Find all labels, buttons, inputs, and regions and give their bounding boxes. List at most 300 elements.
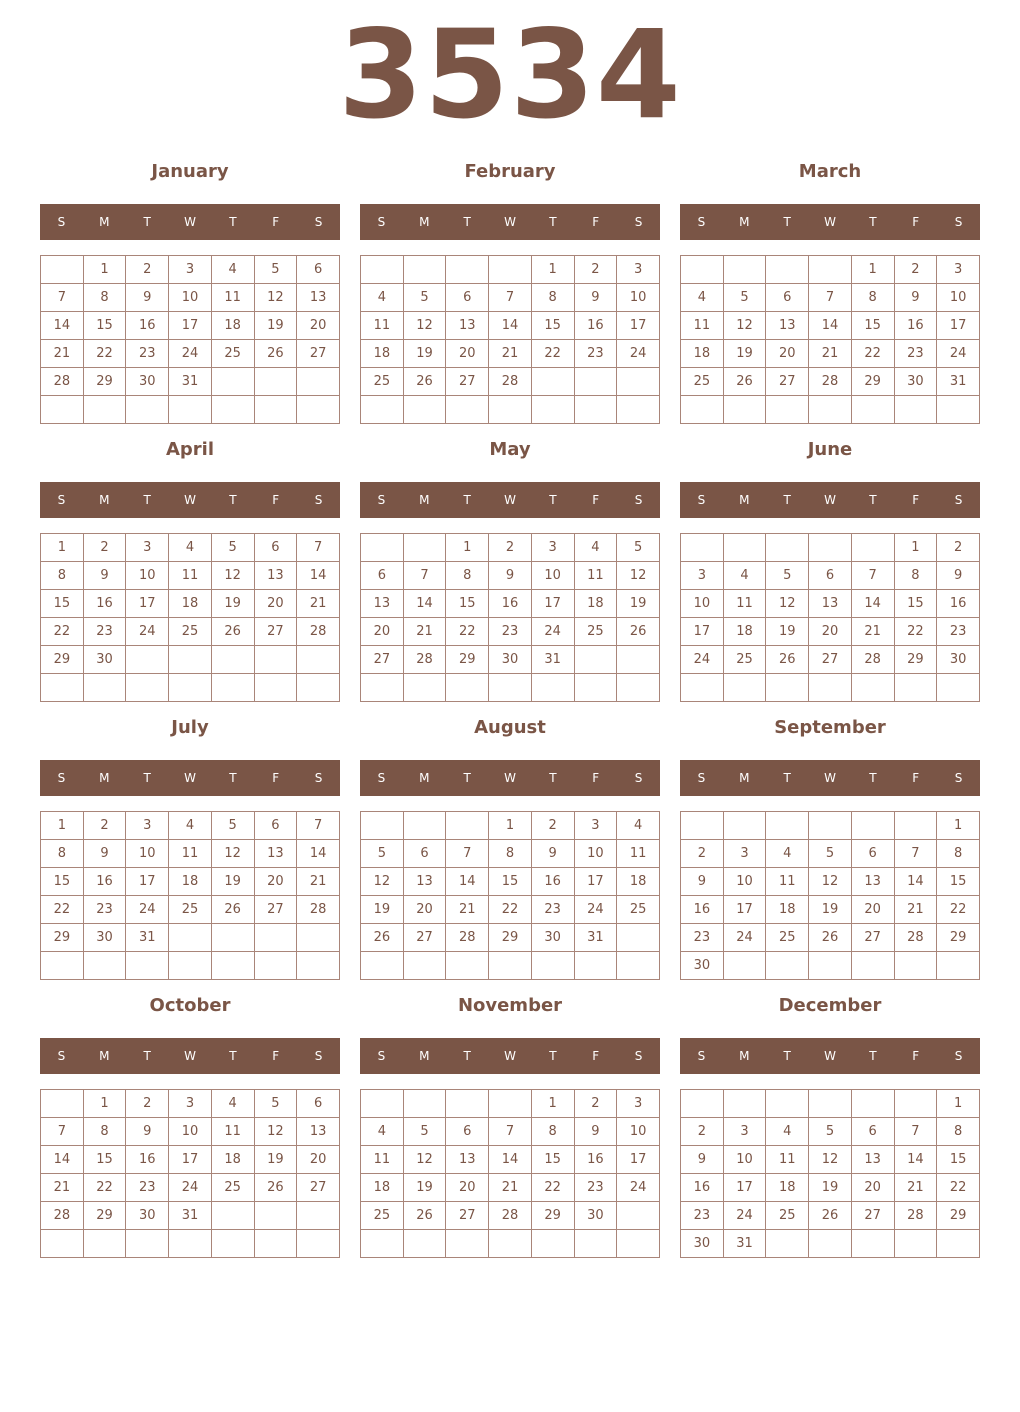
- day-cell: 11: [361, 312, 404, 340]
- day-cell: [361, 396, 404, 424]
- day-cell: [937, 952, 980, 980]
- day-cell: [446, 256, 489, 284]
- weekday-label: M: [99, 493, 110, 507]
- day-cell: 30: [83, 646, 126, 674]
- day-cell: 12: [403, 1146, 446, 1174]
- weekday-label: M: [419, 771, 430, 785]
- day-cell: 3: [574, 812, 617, 840]
- day-grid: [360, 255, 660, 424]
- day-cell: 22: [489, 896, 532, 924]
- day-cell: 7: [489, 284, 532, 312]
- day-cell: 2: [126, 1090, 169, 1118]
- day-cell: 5: [361, 840, 404, 868]
- week-row: [361, 1230, 660, 1258]
- day-cell: 2: [574, 1090, 617, 1118]
- day-cell: 18: [617, 868, 660, 896]
- day-cell: 11: [617, 840, 660, 868]
- day-cell: [723, 674, 766, 702]
- day-cell: 10: [574, 840, 617, 868]
- day-cell: 13: [254, 562, 297, 590]
- day-cell: 10: [169, 1118, 212, 1146]
- day-cell: 9: [83, 562, 126, 590]
- week-row: [41, 340, 340, 368]
- day-cell: 8: [531, 1118, 574, 1146]
- month-name: March: [798, 161, 862, 182]
- day-cell: 22: [531, 1174, 574, 1202]
- month-name: December: [778, 995, 882, 1016]
- day-cell: 30: [531, 924, 574, 952]
- day-cell: 2: [681, 840, 724, 868]
- day-cell: 8: [531, 284, 574, 312]
- day-cell: 8: [83, 1118, 126, 1146]
- month-name: August: [474, 717, 546, 738]
- weekday-label: T: [783, 771, 791, 785]
- day-cell: 9: [681, 868, 724, 896]
- day-grid: [680, 255, 980, 424]
- year-title: 3534: [338, 4, 682, 146]
- day-cell: 7: [41, 284, 84, 312]
- day-cell: 10: [126, 562, 169, 590]
- weekday-label: W: [184, 1049, 196, 1063]
- week-row: [681, 868, 980, 896]
- day-cell: 15: [531, 1146, 574, 1174]
- day-cell: [809, 952, 852, 980]
- day-cell: [297, 952, 340, 980]
- weekday-label: F: [912, 1049, 920, 1063]
- day-cell: 3: [937, 256, 980, 284]
- weekday-label: S: [634, 771, 643, 785]
- day-cell: 23: [894, 340, 937, 368]
- weekday-label: T: [229, 771, 237, 785]
- day-cell: 4: [723, 562, 766, 590]
- day-cell: 12: [211, 562, 254, 590]
- day-cell: [403, 256, 446, 284]
- weekday-label: W: [184, 493, 196, 507]
- week-row: [681, 590, 980, 618]
- day-cell: 3: [617, 256, 660, 284]
- day-cell: [574, 952, 617, 980]
- day-cell: [126, 646, 169, 674]
- day-cell: 27: [297, 340, 340, 368]
- day-cell: 4: [617, 812, 660, 840]
- day-grid: [360, 1089, 660, 1258]
- day-cell: [126, 396, 169, 424]
- week-row: [361, 1202, 660, 1230]
- day-cell: 18: [574, 590, 617, 618]
- day-cell: 17: [126, 868, 169, 896]
- day-cell: 13: [254, 840, 297, 868]
- day-cell: 24: [169, 340, 212, 368]
- week-row: [41, 618, 340, 646]
- day-cell: 2: [574, 256, 617, 284]
- weekday-label: S: [314, 493, 323, 507]
- day-cell: 6: [297, 1090, 340, 1118]
- day-cell: [574, 646, 617, 674]
- day-cell: [126, 1230, 169, 1258]
- day-cell: 13: [446, 1146, 489, 1174]
- weekday-header: [680, 1038, 980, 1074]
- day-cell: 3: [617, 1090, 660, 1118]
- day-cell: 30: [126, 368, 169, 396]
- weekday-label: M: [739, 1049, 750, 1063]
- day-cell: 14: [489, 312, 532, 340]
- weekday-header: [680, 204, 980, 240]
- day-cell: 23: [83, 896, 126, 924]
- day-cell: 11: [169, 840, 212, 868]
- day-cell: [211, 1230, 254, 1258]
- day-cell: [681, 534, 724, 562]
- week-row: [681, 1146, 980, 1174]
- day-cell: 27: [361, 646, 404, 674]
- weekday-label: F: [272, 215, 280, 229]
- day-cell: 5: [211, 812, 254, 840]
- day-cell: [851, 534, 894, 562]
- day-cell: 11: [766, 1146, 809, 1174]
- weekday-label: S: [57, 771, 66, 785]
- day-cell: [766, 534, 809, 562]
- week-row: [41, 284, 340, 312]
- day-cell: 24: [723, 924, 766, 952]
- weekday-label: W: [504, 771, 516, 785]
- day-cell: 19: [809, 1174, 852, 1202]
- day-cell: [169, 674, 212, 702]
- day-cell: 30: [894, 368, 937, 396]
- day-cell: 19: [403, 340, 446, 368]
- day-cell: 18: [211, 1146, 254, 1174]
- day-cell: [403, 812, 446, 840]
- day-cell: 28: [894, 924, 937, 952]
- day-cell: [809, 396, 852, 424]
- week-row: [361, 840, 660, 868]
- week-row: [361, 924, 660, 952]
- day-cell: 10: [617, 284, 660, 312]
- week-row: [681, 534, 980, 562]
- day-cell: 1: [41, 812, 84, 840]
- day-cell: 13: [851, 1146, 894, 1174]
- day-cell: 14: [297, 840, 340, 868]
- day-cell: 14: [489, 1146, 532, 1174]
- weekday-label: M: [739, 215, 750, 229]
- day-grid: [40, 533, 340, 702]
- weekday-label: W: [504, 1049, 516, 1063]
- day-cell: 7: [809, 284, 852, 312]
- day-cell: [766, 1230, 809, 1258]
- day-cell: 2: [83, 534, 126, 562]
- day-cell: 25: [211, 1174, 254, 1202]
- weekday-label: T: [143, 1049, 151, 1063]
- day-cell: [531, 368, 574, 396]
- day-cell: [723, 1090, 766, 1118]
- day-cell: 18: [681, 340, 724, 368]
- day-cell: 10: [937, 284, 980, 312]
- day-cell: 18: [723, 618, 766, 646]
- day-cell: 23: [489, 618, 532, 646]
- weekday-label: T: [143, 493, 151, 507]
- day-cell: 4: [766, 1118, 809, 1146]
- week-row: [361, 1146, 660, 1174]
- week-row: [41, 952, 340, 980]
- day-cell: 9: [489, 562, 532, 590]
- weekday-label: S: [57, 493, 66, 507]
- day-cell: 20: [403, 896, 446, 924]
- month-name: July: [171, 717, 209, 738]
- day-cell: 28: [489, 1202, 532, 1230]
- day-cell: [531, 952, 574, 980]
- day-cell: 17: [574, 868, 617, 896]
- week-row: [41, 312, 340, 340]
- week-row: [41, 1174, 340, 1202]
- week-row: [361, 1090, 660, 1118]
- week-row: [681, 340, 980, 368]
- week-row: [681, 1118, 980, 1146]
- day-cell: 24: [617, 340, 660, 368]
- day-cell: [446, 1090, 489, 1118]
- day-cell: 16: [574, 312, 617, 340]
- day-cell: [297, 674, 340, 702]
- day-cell: 15: [41, 590, 84, 618]
- day-cell: 16: [681, 896, 724, 924]
- day-cell: 25: [766, 924, 809, 952]
- day-cell: 2: [894, 256, 937, 284]
- day-cell: 17: [531, 590, 574, 618]
- day-cell: 25: [574, 618, 617, 646]
- day-cell: 15: [41, 868, 84, 896]
- day-cell: 12: [211, 840, 254, 868]
- day-cell: 26: [254, 340, 297, 368]
- day-cell: 11: [211, 284, 254, 312]
- day-cell: 4: [361, 284, 404, 312]
- day-cell: [41, 396, 84, 424]
- day-cell: 30: [83, 924, 126, 952]
- weekday-label: F: [272, 771, 280, 785]
- day-cell: 19: [766, 618, 809, 646]
- day-cell: 4: [169, 534, 212, 562]
- day-cell: [574, 674, 617, 702]
- day-cell: 15: [83, 312, 126, 340]
- weekday-label: W: [824, 771, 836, 785]
- day-cell: 6: [446, 1118, 489, 1146]
- day-cell: 8: [41, 840, 84, 868]
- day-cell: 1: [937, 1090, 980, 1118]
- day-cell: [851, 952, 894, 980]
- day-cell: [254, 646, 297, 674]
- day-cell: [297, 924, 340, 952]
- day-cell: 3: [681, 562, 724, 590]
- day-cell: [361, 1230, 404, 1258]
- day-cell: [489, 256, 532, 284]
- day-cell: 20: [809, 618, 852, 646]
- day-grid: [680, 533, 980, 702]
- day-cell: [361, 1090, 404, 1118]
- day-cell: 18: [211, 312, 254, 340]
- week-row: [361, 312, 660, 340]
- day-cell: 3: [723, 840, 766, 868]
- day-cell: [766, 1090, 809, 1118]
- day-cell: 1: [531, 256, 574, 284]
- day-cell: 26: [211, 896, 254, 924]
- day-grid: [360, 533, 660, 702]
- weekday-label: T: [229, 493, 237, 507]
- day-cell: [574, 368, 617, 396]
- day-cell: 15: [446, 590, 489, 618]
- day-grid: [40, 255, 340, 424]
- day-cell: 21: [894, 896, 937, 924]
- day-cell: 24: [937, 340, 980, 368]
- week-row: [681, 562, 980, 590]
- day-cell: 4: [361, 1118, 404, 1146]
- day-cell: [681, 674, 724, 702]
- day-cell: [254, 952, 297, 980]
- day-cell: [254, 924, 297, 952]
- day-cell: 23: [126, 340, 169, 368]
- day-cell: 25: [723, 646, 766, 674]
- weekday-header: [40, 204, 340, 240]
- day-cell: 21: [41, 340, 84, 368]
- weekday-label: S: [954, 771, 963, 785]
- weekday-label: S: [954, 215, 963, 229]
- weekday-label: S: [697, 493, 706, 507]
- day-cell: 14: [403, 590, 446, 618]
- week-row: [681, 646, 980, 674]
- day-cell: 2: [531, 812, 574, 840]
- day-cell: 14: [809, 312, 852, 340]
- week-row: [41, 924, 340, 952]
- day-cell: 9: [574, 1118, 617, 1146]
- day-cell: 28: [809, 368, 852, 396]
- day-cell: 7: [297, 534, 340, 562]
- day-cell: 14: [41, 312, 84, 340]
- day-cell: 7: [446, 840, 489, 868]
- day-cell: 26: [254, 1174, 297, 1202]
- day-cell: 28: [894, 1202, 937, 1230]
- day-cell: 8: [894, 562, 937, 590]
- day-cell: 7: [297, 812, 340, 840]
- day-cell: [41, 952, 84, 980]
- weekday-label: M: [419, 1049, 430, 1063]
- month-name: May: [489, 439, 531, 460]
- day-cell: 22: [41, 896, 84, 924]
- day-cell: 24: [169, 1174, 212, 1202]
- day-cell: 19: [254, 312, 297, 340]
- day-cell: 20: [851, 896, 894, 924]
- day-cell: [169, 924, 212, 952]
- day-cell: [361, 534, 404, 562]
- day-cell: 8: [41, 562, 84, 590]
- day-cell: 9: [83, 840, 126, 868]
- day-cell: [723, 812, 766, 840]
- day-cell: 12: [403, 312, 446, 340]
- day-cell: 17: [937, 312, 980, 340]
- day-cell: 15: [489, 868, 532, 896]
- day-cell: [403, 396, 446, 424]
- day-cell: 1: [83, 1090, 126, 1118]
- day-cell: [211, 396, 254, 424]
- day-cell: 29: [937, 1202, 980, 1230]
- day-cell: 31: [126, 924, 169, 952]
- weekday-label: F: [592, 771, 600, 785]
- day-cell: 16: [83, 868, 126, 896]
- day-cell: 5: [766, 562, 809, 590]
- day-cell: 13: [809, 590, 852, 618]
- day-cell: [489, 1230, 532, 1258]
- day-cell: [254, 674, 297, 702]
- weekday-label: F: [272, 493, 280, 507]
- weekday-label: F: [592, 493, 600, 507]
- day-cell: 2: [83, 812, 126, 840]
- day-cell: [403, 534, 446, 562]
- day-cell: [126, 674, 169, 702]
- weekday-label: T: [463, 215, 471, 229]
- weekday-label: W: [504, 493, 516, 507]
- day-cell: 26: [403, 368, 446, 396]
- day-cell: [851, 812, 894, 840]
- day-cell: [574, 1230, 617, 1258]
- day-cell: 7: [403, 562, 446, 590]
- week-row: [681, 1202, 980, 1230]
- day-cell: [446, 812, 489, 840]
- day-cell: 14: [851, 590, 894, 618]
- day-cell: 9: [531, 840, 574, 868]
- day-cell: [851, 674, 894, 702]
- day-cell: 23: [681, 924, 724, 952]
- day-cell: 16: [937, 590, 980, 618]
- day-cell: [489, 396, 532, 424]
- day-cell: [894, 812, 937, 840]
- day-cell: 29: [41, 646, 84, 674]
- day-cell: 22: [937, 1174, 980, 1202]
- day-cell: 3: [126, 812, 169, 840]
- weekday-label: S: [697, 215, 706, 229]
- day-cell: 1: [894, 534, 937, 562]
- day-cell: 19: [403, 1174, 446, 1202]
- weekday-header: [360, 1038, 660, 1074]
- day-cell: 9: [126, 1118, 169, 1146]
- day-cell: 21: [41, 1174, 84, 1202]
- day-cell: 25: [617, 896, 660, 924]
- day-cell: 10: [681, 590, 724, 618]
- day-cell: 24: [723, 1202, 766, 1230]
- day-cell: [297, 1202, 340, 1230]
- day-cell: 5: [254, 1090, 297, 1118]
- day-cell: 6: [766, 284, 809, 312]
- day-cell: 31: [169, 368, 212, 396]
- day-cell: 24: [531, 618, 574, 646]
- day-cell: 10: [723, 1146, 766, 1174]
- day-cell: 21: [851, 618, 894, 646]
- day-cell: 30: [937, 646, 980, 674]
- day-cell: [894, 952, 937, 980]
- day-cell: 29: [489, 924, 532, 952]
- day-cell: 15: [851, 312, 894, 340]
- day-cell: 12: [361, 868, 404, 896]
- day-cell: 8: [489, 840, 532, 868]
- day-cell: 5: [809, 1118, 852, 1146]
- day-cell: 26: [723, 368, 766, 396]
- weekday-label: S: [697, 1049, 706, 1063]
- day-grid: [360, 811, 660, 980]
- day-cell: 10: [531, 562, 574, 590]
- day-cell: 13: [851, 868, 894, 896]
- day-cell: 27: [403, 924, 446, 952]
- day-cell: 2: [937, 534, 980, 562]
- weekday-label: T: [549, 771, 557, 785]
- weekday-label: T: [463, 1049, 471, 1063]
- weekday-label: T: [869, 493, 877, 507]
- day-cell: [766, 952, 809, 980]
- day-cell: 22: [894, 618, 937, 646]
- day-cell: 29: [83, 368, 126, 396]
- day-cell: 1: [446, 534, 489, 562]
